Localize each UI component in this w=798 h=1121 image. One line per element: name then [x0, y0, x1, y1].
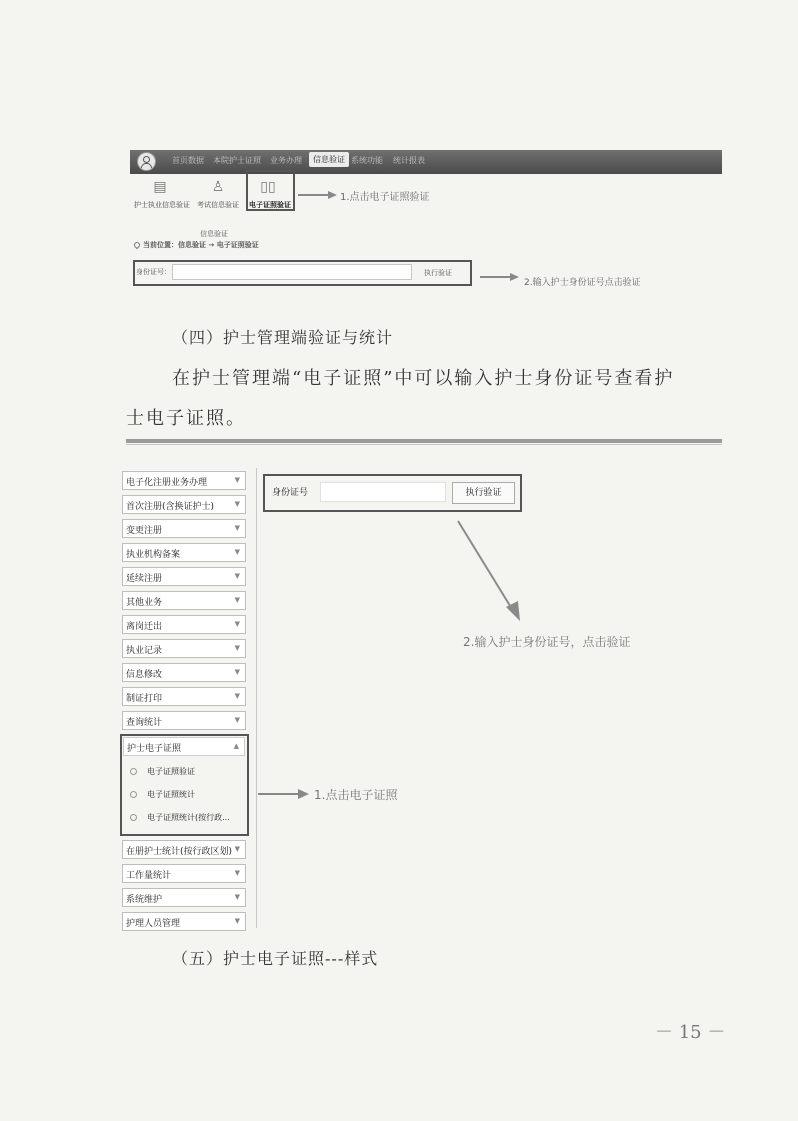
diagonal-arrow: [450, 515, 530, 625]
id-number-input[interactable]: [320, 482, 446, 502]
menu-label: 护士电子证照: [127, 744, 182, 754]
menu-info-modify[interactable]: [122, 663, 246, 682]
chevron-down-icon: ▼: [234, 524, 240, 532]
location-pin-icon: [133, 241, 141, 249]
menu-label: 制证打印: [126, 694, 163, 704]
chevron-down-icon: ▼: [234, 893, 240, 901]
menu-practice-record[interactable]: [122, 639, 246, 658]
menu-label: 执业机构备案: [126, 550, 181, 560]
circle-icon: [130, 814, 137, 821]
arrow-head: [328, 191, 337, 199]
chevron-up-icon: ▲: [233, 742, 239, 750]
section-5-heading: （五）护士电子证照---样式: [172, 949, 379, 968]
circle-icon: [130, 791, 137, 798]
submenu-label: 电子证照统计(按行政...: [147, 813, 230, 822]
menu-electronic-registration[interactable]: [122, 471, 246, 490]
menu-label: 首次注册(含换证护士): [126, 502, 215, 512]
submenu-license-statistics-region[interactable]: [130, 812, 230, 823]
menu-label: 信息修改: [126, 670, 163, 680]
page-number: － 15 －: [655, 1022, 726, 1043]
panel-divider: [256, 468, 257, 928]
paragraph-line-1: 在护士管理端“电子证照”中可以输入护士身份证号查看护: [172, 368, 675, 389]
annotation-step-2: 2.输入护士身份证号，点击验证: [463, 635, 631, 649]
arrow-head: [510, 273, 519, 281]
circle-icon: [130, 768, 137, 775]
chevron-down-icon: ▼: [234, 620, 240, 628]
nav-home-data[interactable]: 首页数据: [172, 156, 204, 165]
annotation-step-1: 1.点击电子证照: [314, 788, 398, 802]
menu-renewal[interactable]: [122, 567, 246, 586]
annotation-step-2: 2.输入护士身份证号点击验证: [524, 278, 641, 288]
group-label: 信息验证: [200, 230, 228, 238]
arrow-head: [298, 789, 309, 799]
book-icon[interactable]: ▯▯: [260, 179, 276, 195]
menu-label: 执业记录: [126, 646, 163, 656]
submenu-label: 电子证照验证: [147, 767, 195, 776]
tool-nurse-practice-verify[interactable]: 护士执业信息验证: [134, 201, 190, 209]
tool-exam-verify[interactable]: 考试信息验证: [197, 201, 239, 209]
id-number-input[interactable]: [172, 264, 412, 280]
submenu-license-verify[interactable]: [130, 766, 195, 777]
divider: [126, 444, 722, 445]
chevron-down-icon: ▼: [234, 572, 240, 580]
menu-label: 工作量统计: [126, 871, 172, 881]
chevron-down-icon: ▼: [234, 548, 240, 556]
chevron-down-icon: ▼: [234, 668, 240, 676]
nav-business[interactable]: 业务办理: [270, 156, 302, 165]
user-check-icon[interactable]: ♙: [211, 179, 225, 195]
menu-label: 在册护士统计(按行政区划): [126, 847, 233, 857]
menu-first-registration[interactable]: [122, 495, 246, 514]
menu-label: 电子化注册业务办理: [126, 478, 208, 488]
menu-workload-statistics[interactable]: [122, 864, 246, 883]
menu-nurse-electronic-license[interactable]: [123, 737, 245, 756]
menu-institution-filing[interactable]: [122, 543, 246, 562]
verify-button[interactable]: 执行验证: [452, 482, 515, 504]
submenu-label: 电子证照统计: [147, 790, 195, 799]
menu-label: 系统维护: [126, 895, 163, 905]
document-check-icon[interactable]: ▤: [153, 179, 167, 195]
menu-label: 其他业务: [126, 598, 163, 608]
chevron-down-icon: ▼: [234, 596, 240, 604]
menu-label: 延续注册: [126, 574, 163, 584]
id-label: 身份证号：: [136, 268, 171, 276]
user-avatar-icon[interactable]: [137, 152, 156, 171]
chevron-down-icon: ▼: [234, 716, 240, 724]
menu-label: 离岗迁出: [126, 622, 163, 632]
chevron-down-icon: ▼: [234, 845, 240, 853]
chevron-down-icon: ▼: [234, 476, 240, 484]
menu-change-registration[interactable]: [122, 519, 246, 538]
arrow-line: [258, 793, 298, 795]
menu-print-license[interactable]: [122, 687, 246, 706]
tool-electronic-license-verify[interactable]: 电子证照验证: [249, 201, 291, 209]
chevron-down-icon: ▼: [234, 500, 240, 508]
menu-system-maintenance[interactable]: [122, 888, 246, 907]
submenu-license-statistics[interactable]: [130, 789, 195, 800]
menu-nursing-staff-management[interactable]: [122, 912, 246, 931]
nav-hospital-nurse-license[interactable]: 本院护士证照: [213, 156, 261, 165]
chevron-down-icon: ▼: [234, 692, 240, 700]
breadcrumb-prefix: 当前位置：: [143, 241, 178, 249]
menu-label: 变更注册: [126, 526, 163, 536]
arrow-line: [480, 276, 510, 278]
nav-statistics[interactable]: 统计报表: [393, 156, 425, 165]
chevron-down-icon: ▼: [234, 869, 240, 877]
menu-other-business[interactable]: [122, 591, 246, 610]
menu-registered-nurse-statistics[interactable]: [122, 840, 246, 859]
nav-info-verify[interactable]: 信息验证: [309, 152, 349, 167]
nav-system[interactable]: 系统功能: [351, 156, 383, 165]
menu-label: 查询统计: [126, 718, 163, 728]
arrow-line: [298, 194, 328, 196]
chevron-down-icon: ▼: [234, 644, 240, 652]
divider: [126, 439, 722, 443]
id-label: 身份证号: [272, 488, 309, 498]
chevron-down-icon: ▼: [234, 917, 240, 925]
section-4-heading: （四）护士管理端验证与统计: [172, 328, 394, 347]
annotation-step-1: 1.点击电子证照验证: [340, 192, 430, 203]
menu-leave-transfer[interactable]: [122, 615, 246, 634]
menu-label: 护理人员管理: [126, 919, 181, 929]
breadcrumb: 信息验证 → 电子证照验证: [178, 241, 259, 249]
menu-query-statistics[interactable]: [122, 711, 246, 730]
paragraph-line-2: 士电子证照。: [126, 408, 246, 429]
verify-button[interactable]: 执行验证: [424, 269, 452, 277]
